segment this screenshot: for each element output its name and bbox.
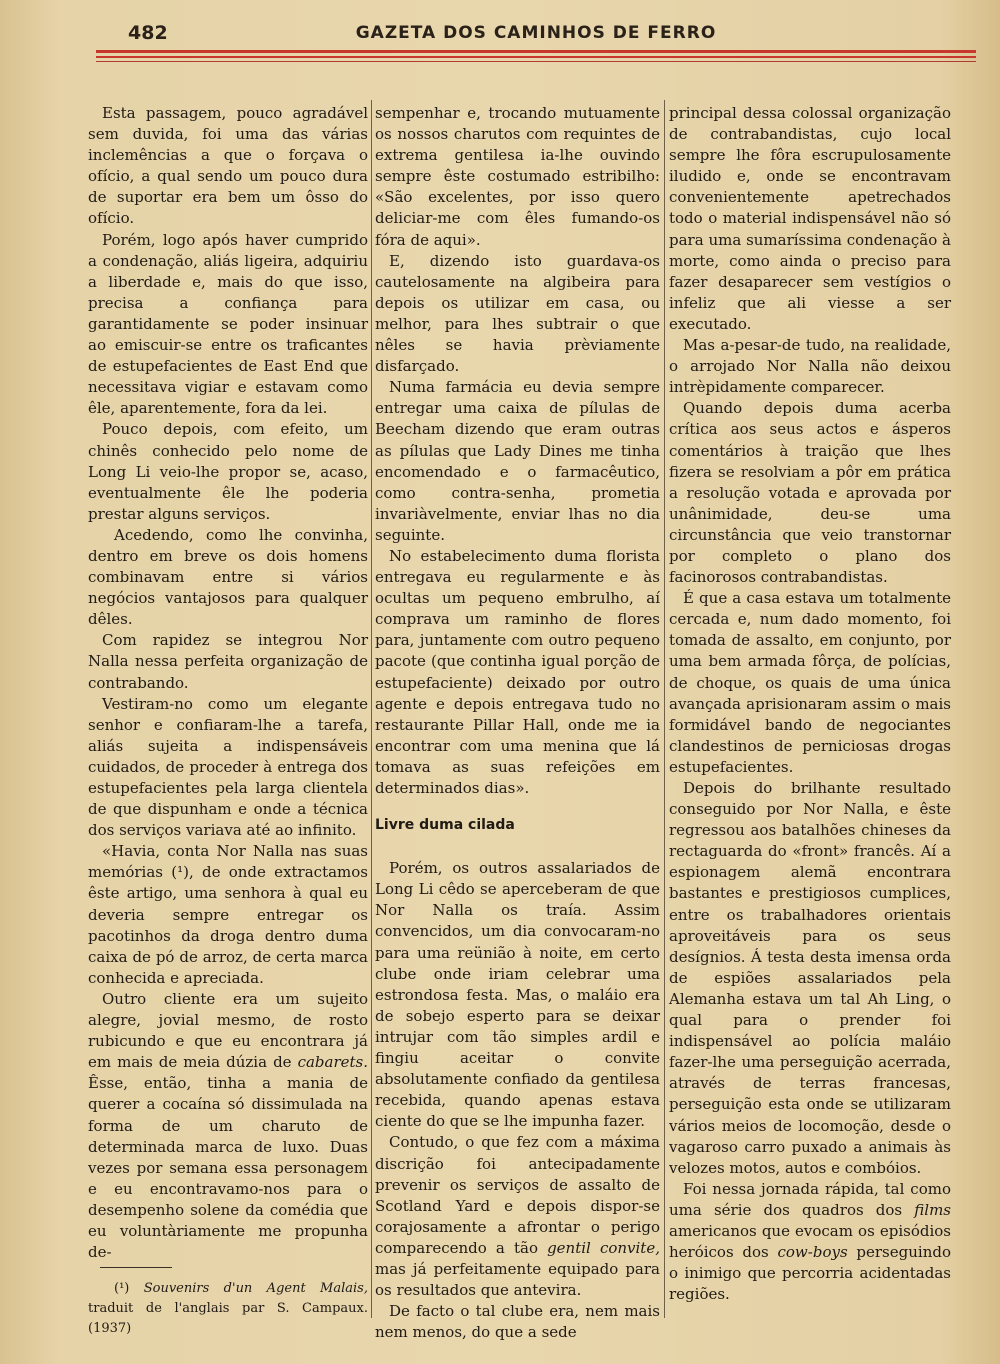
text-run: Outro cliente era um sujeito alegre, jovial mesmo, de rosto rubicundo e que eu encontrara já em mais de meia dúzia de	[88, 989, 368, 1072]
paragraph: É que a casa estava um totalmente cercada e, num dado momento, foi tomada de assalto, em conjunto, por uma bem armada fôrça, de polícias, de choque, os quais de uma única avançada aprisionaram assim o mais formidável bando de negociantes clandestinos de perniciosas drogas estupefacientes.	[669, 589, 951, 776]
paragraph	[375, 1132, 660, 1301]
text-run: mas já perfeitamente equipado para os resultados que antevira.	[375, 1259, 660, 1300]
text-run: perseguindo o inimigo que percorria acidentadas regiões.	[669, 1243, 951, 1304]
header-rule-thick	[96, 50, 976, 53]
paragraph: Porém, logo após haver cumprido a condenação, aliás ligeira, adquiriu a liberdade e, mais do que isso, precisa a confiança para garantidamente se poder insinuar ao emiscuir-se entre os traficantes de estupefacientes de East End que necessitava vigiar e estavam como êle, aparentemente, fora da lei.	[88, 230, 368, 418]
paragraph: Pouco depois, com efeito, um chinês conhecido pelo nome de Long Li veio-lhe propor se, acaso, eventualmente êle lhe poderia prestar alguns serviços.	[88, 420, 368, 523]
article-column-2	[375, 103, 660, 1343]
italic-text: films	[914, 1200, 951, 1219]
paragraph: Depois do brilhante resultado conseguido por Nor Nalla, e êste regressou aos batalhões chineses da rectaguarda do «front» francês. Aí a espionagem alemã encontrara bastantes e prestigiosos cumplices, entre os trabalhadores orientais aproveitáveis para os seus desígnios. Á testa desta imensa orda de espiões assalariados pela Alemanha estava um tal Ah Ling, o qual para o prender foi indispensável ao polícia maláio fazer-lhe uma perseguição acerrada, através de terras francesas, perseguição esta onde se utilizaram vários meios de locomoção, desde o vagaroso carro puxado a animais às velozes motos, autos e combóios.	[669, 779, 951, 1177]
italic-text: cabarets.	[297, 1053, 368, 1072]
footnote	[88, 1279, 368, 1339]
column-divider-left	[371, 100, 372, 1318]
page-number: 482	[128, 22, 168, 44]
paragraph: principal dessa colossal organização de contrabandistas, cujo local sempre lhe fôra escrupulosamente iludido e, onde se encontravam convenientemente apetrechados todo o material indispensável não só para uma sumaríssima condenação à morte, como ainda o preciso para fazer desaparecer sem vestígios o infeliz que ali viesse a ser executado.	[669, 104, 951, 333]
footnote-title: Souvenirs d'un Agent Malais,	[143, 1281, 368, 1296]
journal-title: GAZETA DOS CAMINHOS DE FERRO	[355, 23, 717, 43]
text-run: Êsse, então, tinha a mania de querer a cocaína só dissimulada na forma de um charuto de determinada marca de luxo. Duas vezes por semana essa personagem e eu encontravamo-nos para o desempenho solene da comédia que eu voluntàriamente me propunha de-	[88, 1074, 368, 1262]
italic-text: gentil convite,	[547, 1238, 660, 1257]
paragraph: «Havia, conta Nor Nalla nas suas memórias (¹), de onde extractamos êste artigo, uma senhora à qual eu deveria sempre entregar os pacotinhos da droga dentro duma caixa de pó de arroz, de certa marca conhecida e apreciada.	[88, 842, 368, 987]
article-column-3	[669, 103, 951, 1305]
paragraph: De facto o tal clube era, nem mais nem menos, do que a sede	[375, 1302, 660, 1342]
paragraph: No estabelecimento duma florista entregava eu regularmente e às ocultas um pequeno embrulho, aí comprava um raminho de flores para, juntamente com outro pequeno pacote (que continha igual porção de estupefaciente) deixado por outro agente e depois entregava tudo no restaurante Pillar Hall, onde me ia encontrar com uma menina que lá tomava as suas refeições em determinados dias».	[375, 546, 660, 797]
header-rule-thin	[96, 61, 976, 62]
paragraph	[669, 1179, 951, 1306]
column-divider-right	[664, 100, 665, 1318]
footnote-text: traduit de l'anglais par S. Campaux. (1937)	[88, 1301, 368, 1336]
paragraph: Esta passagem, pouco agradável sem duvida, foi uma das várias inclemências a que o forçava o ofício, a qual sendo um pouco dura de suportar era bem um ôsso do ofício.	[88, 104, 368, 228]
paragraph: E, dizendo isto guardava-os cautelosamente na algibeira para depois os utilizar em casa, ou melhor, para lhes subtrair o que nêles se havia prèviamente disfarçado.	[375, 251, 660, 376]
section-subheading: Livre duma cilada	[375, 817, 515, 834]
footnote-rule	[100, 1267, 172, 1268]
paragraph: Mas a-pesar-de tudo, na realidade, o arrojado Nor Nalla não deixou intrèpidamente comparecer.	[669, 336, 951, 397]
paragraph: Porém, os outros assalariados de Long Li cêdo se aperceberam de que Nor Nalla os traía. Assim convencidos, um dia convocaram-no para uma reünião à noite, em certo clube onde iriam celebrar uma estrondosa festa. Mas, o maláio era de sobejo esperto para se deixar intrujar com tão simples ardil e fingiu aceitar o convite absolutamente confiado da gentilesa recebida, quando apenas estava ciente do que se lhe impunha fazer.	[375, 859, 660, 1131]
paragraph: Vestiram-no como um elegante senhor e confiaram-lhe a tarefa, aliás sujeita a indispensáveis cuidados, de proceder à entrega dos estupefacientes pela larga clientela de que dispunham e onde a técnica dos serviços variava até ao infinito.	[88, 694, 368, 840]
paragraph: Com rapidez se integrou Nor Nalla nessa perfeita organização de contrabando.	[88, 631, 368, 692]
footnote-marker: (¹)	[114, 1281, 144, 1296]
italic-text: cow-boys	[777, 1243, 848, 1262]
paragraph: sempenhar e, trocando mutuamente os nossos charutos com requintes de extrema gentilesa ia-lhe ouvindo sempre êste costumado estribilho: «São excelentes, por isso quero deliciar-me com êles fumando-os fóra de aqui».	[375, 104, 660, 249]
page-header	[96, 20, 976, 50]
paragraph: Acedendo, como lhe convinha, dentro em breve os dois homens combinavam entre si vários negócios vantajosos para qualquer dêles.	[88, 525, 368, 629]
header-rule-middle	[96, 56, 976, 58]
text-run: Contudo, o que fez com a máxima discrição foi antecipadamente prevenir os serviços de assalto de Scotland Yard e depois dispor-se corajosamente a afrontar o perigo comparecendo a tão	[375, 1133, 660, 1257]
text-run: Foi nessa jornada rápida, tal como uma série dos quadros dos	[669, 1179, 951, 1219]
text-run: americanos que evocam os episódios heróicos dos	[669, 1221, 951, 1262]
paragraph: Quando depois duma acerba crítica aos seus actos e ásperos comentários à traição que lhes fizera se resolviam a pôr em prática a resolução votada e aprovada por unânimidade, deu-se uma circunstância que veio transtornar por completo o plano dos facinorosos contrabandistas.	[669, 399, 951, 587]
paragraph	[88, 989, 368, 1263]
paragraph: Numa farmácia eu devia sempre entregar uma caixa de pílulas de Beecham dizendo que eram outras as pílulas que Lady Dines me tinha encomendado e o farmacêutico, como contra-senha, prometia invariàvelmente, enviar lhas no dia seguinte.	[375, 378, 660, 544]
article-column-1	[88, 103, 368, 1263]
